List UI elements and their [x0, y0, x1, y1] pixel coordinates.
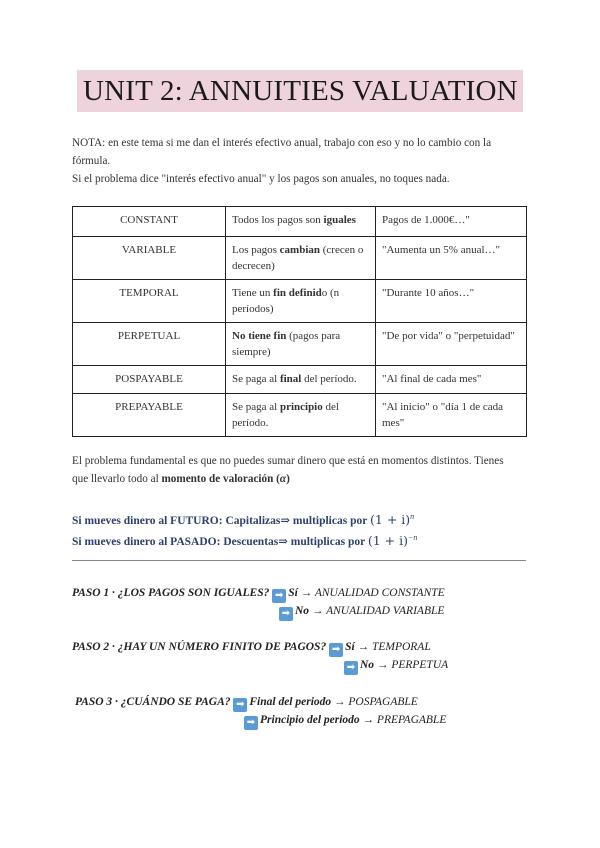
example-cell: "Aumenta un 5% anual…" [376, 237, 527, 280]
step-label: PASO 1 · ¿LOS PAGOS SON IGUALES? [72, 587, 270, 599]
future-rule: Si mueves dinero al FUTURO: Capitalizas⇒ multiplicas por $(1 + i)^n$ [72, 512, 415, 527]
past-rule: Si mueves dinero al PASADO: Descuentas⇒ multiplicas por $(1 + i)^{-n}$ [72, 533, 418, 548]
step-3-alt: ➡ Principio del periodo → PREPAGABLE [244, 714, 446, 730]
arrow-right-icon: ➡ [233, 698, 247, 712]
nota-line: NOTA: en este tema si me dan el interés efectivo anual, trabajo con eso y no lo cambio con la [72, 137, 492, 149]
type-cell: VARIABLE [73, 237, 226, 280]
type-cell: TEMPORAL [73, 280, 226, 323]
title-highlight [77, 70, 523, 112]
definition-cell: Se paga al final del período. [226, 366, 376, 394]
table-row [73, 280, 527, 323]
annuity-types-table [72, 206, 527, 437]
step-1-alt: ➡ No → ANUALIDAD VARIABLE [279, 605, 444, 621]
divider [72, 560, 526, 561]
table-row [73, 207, 527, 237]
arrow-right-icon: ➡ [344, 661, 358, 675]
step-1: PASO 1 · ¿LOS PAGOS SON IGUALES? ➡ Sí → ANUALIDAD CONSTANTE [72, 587, 445, 601]
definition-cell: Se paga al principio del período. [226, 394, 376, 437]
exponent: −n [408, 533, 418, 543]
definition-cell: Los pagos cambian (crecen o decrecen) [226, 237, 376, 280]
type-cell: CONSTANT [73, 207, 226, 237]
arrow-right-icon: ➡ [272, 589, 286, 603]
example-cell: "Al final de cada mes" [376, 366, 527, 394]
step-label: PASO 3 · ¿CUÁNDO SE PAGA? [75, 696, 231, 708]
arrow-right-icon: ➡ [279, 607, 293, 621]
type-cell: PERPETUAL [73, 323, 226, 366]
definition-cell: No tiene fin (pagos para siempre) [226, 323, 376, 366]
nota-paragraph [72, 134, 491, 188]
fundamental-line: que llevarlo todo al momento de valoración (α) [72, 473, 290, 485]
fundamental-paragraph [72, 452, 504, 488]
page-title: UNIT 2: ANNUITIES VALUATION [83, 75, 518, 107]
formula: (1 + i) [370, 512, 411, 527]
example-cell: "Al inicio" o "día 1 de cada mes" [376, 394, 527, 437]
arrow-right-icon: ➡ [329, 643, 343, 657]
nota-line: fórmula. [72, 155, 111, 167]
nota-line: Si el problema dice "interés efectivo anual" y los pagos son anuales, no toques nada. [72, 173, 450, 185]
step-label: PASO 2 · ¿HAY UN NÚMERO FINITO DE PAGOS? [72, 641, 327, 653]
type-cell: POSPAYABLE [73, 366, 226, 394]
table-row [73, 394, 527, 437]
table-row [73, 323, 527, 366]
definition-cell: Tiene un fin definido (n períodos) [226, 280, 376, 323]
step-2: PASO 2 · ¿HAY UN NÚMERO FINITO DE PAGOS? ➡ Sí → TEMPORAL [72, 641, 431, 655]
exponent: n [410, 512, 415, 522]
example-cell: "Durante 10 años…" [376, 280, 527, 323]
definition-cell: Todos los pagos son iguales [226, 207, 376, 237]
example-cell: "De por vida" o "perpetuidad" [376, 323, 527, 366]
example-cell: Pagos de 1.000€…" [376, 207, 527, 237]
table-row [73, 366, 527, 394]
step-2-alt: ➡ No → PERPETUA [344, 659, 448, 675]
step-3: PASO 3 · ¿CUÁNDO SE PAGA? ➡ Final del periodo → POSPAGABLE [75, 696, 418, 710]
table-row [73, 237, 527, 280]
fundamental-line: El problema fundamental es que no puedes sumar dinero que está en momentos distintos. Tienes [72, 455, 504, 467]
arrow-right-icon: ➡ [244, 716, 258, 730]
type-cell: PREPAYABLE [73, 394, 226, 437]
alpha-symbol: α [279, 473, 287, 485]
formula: (1 + i) [367, 533, 408, 548]
